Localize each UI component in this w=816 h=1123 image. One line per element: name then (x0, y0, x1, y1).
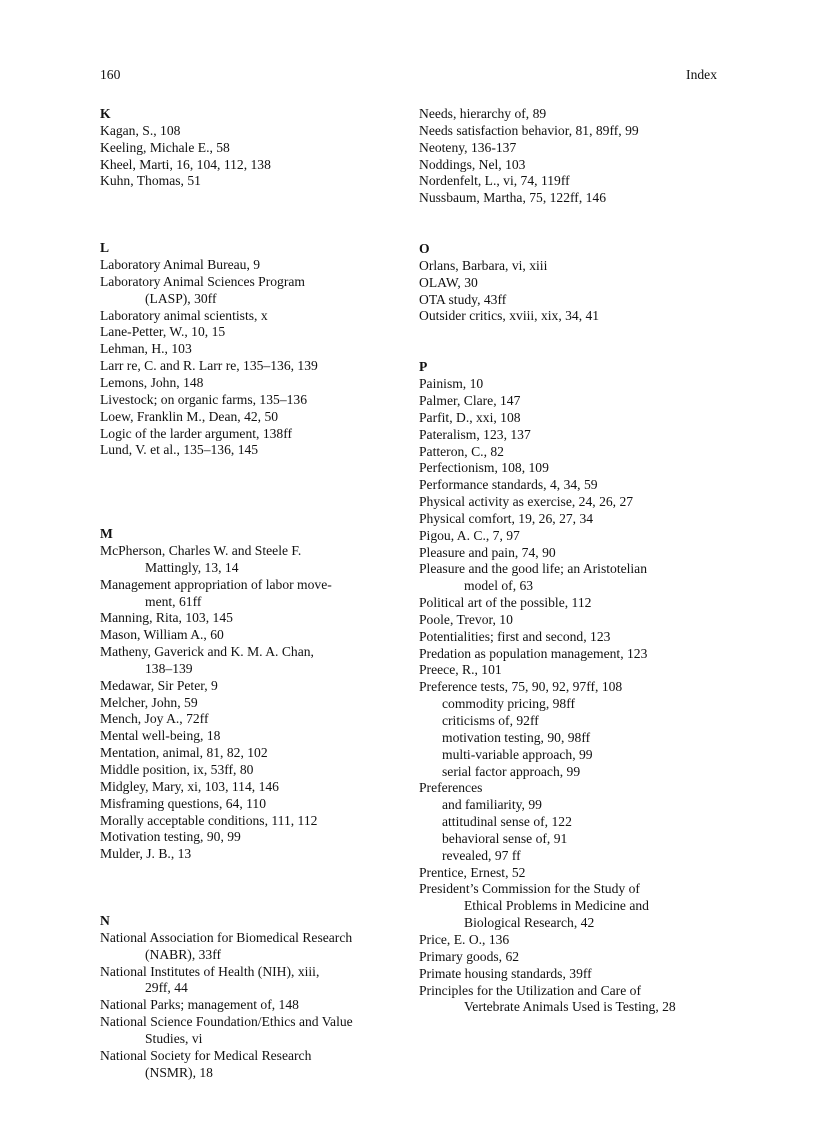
index-entry: Political art of the possible, 112 (419, 595, 592, 611)
index-entry: Principles for the Utilization and Care of (419, 982, 641, 998)
index-entry: Nordenfelt, L., vi, 74, 119ff (419, 173, 570, 189)
index-entry: National Institutes of Health (NIH), xiii, (100, 963, 320, 979)
index-entry-continuation: (LASP), 30ff (145, 290, 217, 306)
index-entry-continuation: Biological Research, 42 (464, 915, 595, 931)
index-subentry: commodity pricing, 98ff (442, 696, 576, 712)
index-entry: Noddings, Nel, 103 (419, 156, 526, 172)
index-entry: Predation as population management, 123 (419, 645, 648, 661)
index-subentry: revealed, 97 ff (442, 847, 521, 863)
index-entry: Middle position, ix, 53ff, 80 (100, 762, 254, 777)
index-entry: Manning, Rita, 103, 145 (100, 610, 233, 626)
index-entry: Keeling, Michale E., 58 (100, 139, 230, 155)
index-entry: Mentation, animal, 81, 82, 102 (100, 745, 268, 761)
index-entry-continuation: model of, 63 (464, 578, 534, 594)
index-entry: OLAW, 30 (419, 274, 478, 290)
index-entry: Potentialities; first and second, 123 (419, 628, 611, 644)
index-entry-continuation: Studies, vi (145, 1030, 203, 1046)
index-entry: McPherson, Charles W. and Steele F. (100, 543, 302, 559)
index-entry-continuation: (NSMR), 18 (145, 1064, 213, 1080)
index-subentry: criticisms of, 92ff (442, 713, 539, 728)
index-subentry: and familiarity, 99 (442, 797, 542, 813)
index-entry: Palmer, Clare, 147 (419, 392, 521, 408)
section-letter-m: M (100, 526, 113, 542)
index-entry-continuation: ment, 61ff (145, 593, 202, 609)
index-entry: Morally acceptable conditions, 111, 112 (100, 812, 318, 828)
index-entry: Logic of the larder argument, 138ff (100, 425, 293, 441)
index-entry: Prentice, Ernest, 52 (419, 864, 526, 880)
index-entry: Mulder, J. B., 13 (100, 846, 192, 862)
index-entry: Needs, hierarchy of, 89 (419, 106, 547, 121)
index-subentry: motivation testing, 90, 98ff (442, 729, 591, 745)
index-entry: Nussbaum, Martha, 75, 122ff, 146 (419, 190, 607, 206)
index-entry: Laboratory Animal Bureau, 9 (100, 257, 261, 273)
index-entry: Preference tests, 75, 90, 92, 97ff, 108 (419, 679, 623, 695)
index-entry: Larr re, C. and R. Larr re, 135–136, 139 (100, 358, 318, 374)
index-entry: Pleasure and pain, 74, 90 (419, 544, 556, 560)
index-column-right (419, 106, 719, 1016)
index-entry: Midgley, Mary, xi, 103, 114, 146 (100, 778, 279, 794)
index-entry-continuation: Ethical Problems in Medicine and (464, 898, 649, 914)
index-entry: Preferences (419, 780, 483, 796)
index-entry: Primate housing standards, 39ff (419, 965, 592, 981)
section-letter-n: N (100, 913, 110, 929)
index-entry: OTA study, 43ff (419, 291, 507, 307)
index-entry: Lehman, H., 103 (100, 341, 192, 357)
index-entry: Pigou, A. C., 7, 97 (419, 527, 520, 543)
index-entry: Outsider critics, xviii, xix, 34, 41 (419, 308, 600, 324)
index-entry: Mason, William A., 60 (100, 627, 224, 643)
index-entry: National Association for Biomedical Research (100, 929, 353, 945)
section-letter-p: P (419, 359, 428, 375)
index-subentry: behavioral sense of, 91 (442, 830, 568, 846)
index-entry: Livestock; on organic farms, 135–136 (100, 391, 308, 407)
index-entry: Matheny, Gaverick and K. M. A. Chan, (100, 644, 314, 660)
index-entry: Physical activity as exercise, 24, 26, 27 (419, 494, 634, 510)
index-entry: Neoteny, 136-137 (419, 139, 517, 155)
index-entry: Lund, V. et al., 135–136, 145 (100, 442, 259, 458)
index-entry: Melcher, John, 59 (100, 694, 198, 710)
section-letter-o: O (419, 241, 430, 257)
section-letter-l: L (100, 240, 110, 256)
index-entry-continuation: 29ff, 44 (145, 980, 188, 996)
index-entry: Kheel, Marti, 16, 104, 112, 138 (100, 156, 271, 172)
index-entry: Physical comfort, 19, 26, 27, 34 (419, 510, 594, 526)
index-entry: Perfectionism, 108, 109 (419, 460, 549, 476)
index-entry: Motivation testing, 90, 99 (100, 829, 241, 845)
index-entry: President’s Commission for the Study of (419, 881, 640, 897)
index-subentry: serial factor approach, 99 (442, 763, 581, 779)
index-entry: Patteron, C., 82 (419, 443, 504, 459)
index-entry: Primary goods, 62 (419, 948, 520, 964)
index-entry: Laboratory Animal Sciences Program (100, 273, 305, 289)
index-entry: Lemons, John, 148 (100, 374, 204, 390)
index-entry: Preece, R., 101 (419, 662, 502, 678)
index-entry: Poole, Trevor, 10 (419, 611, 513, 627)
index-entry: Needs satisfaction behavior, 81, 89ff, 99 (419, 122, 639, 138)
index-entry: Kuhn, Thomas, 51 (100, 173, 201, 189)
index-entry: Pleasure and the good life; an Aristotelian (419, 561, 648, 577)
index-entry: Price, E. O., 136 (419, 931, 510, 947)
index-entry: Orlans, Barbara, vi, xiii (419, 257, 548, 273)
index-entry-continuation: Vertebrate Animals Used is Testing, 28 (464, 999, 676, 1015)
index-entry: Performance standards, 4, 34, 59 (419, 477, 598, 493)
index-entry: Loew, Franklin M., Dean, 42, 50 (100, 408, 279, 424)
index-entry: Management appropriation of labor move- (100, 576, 332, 592)
index-entry: Lane-Petter, W., 10, 15 (100, 324, 226, 340)
index-subentry: attitudinal sense of, 122 (442, 814, 572, 830)
index-column-left (100, 106, 410, 1082)
index-entry-continuation: Mattingly, 13, 14 (145, 559, 239, 575)
running-head: Index (686, 67, 717, 82)
index-entry: Mench, Joy A., 72ff (100, 711, 209, 727)
index-entry-continuation: (NABR), 33ff (145, 946, 222, 962)
index-entry: National Parks; management of, 148 (100, 997, 299, 1013)
index-entry: Mental well-being, 18 (100, 728, 221, 744)
section-letter-k: K (100, 106, 111, 121)
index-entry: Laboratory animal scientists, x (100, 307, 268, 323)
index-entry: Medawar, Sir Peter, 9 (100, 677, 218, 693)
index-entry: Kagan, S., 108 (100, 122, 181, 138)
index-entry: Painism, 10 (419, 376, 484, 392)
page-number: 160 (100, 67, 121, 82)
index-entry-continuation: 138–139 (145, 660, 193, 676)
index-entry: National Science Foundation/Ethics and Value (100, 1014, 353, 1030)
index-entry: National Society for Medical Research (100, 1047, 312, 1063)
index-entry: Pateralism, 123, 137 (419, 426, 531, 442)
index-entry: Parfit, D., xxi, 108 (419, 409, 521, 425)
index-entry: Misframing questions, 64, 110 (100, 795, 267, 811)
index-subentry: multi-variable approach, 99 (442, 746, 593, 762)
